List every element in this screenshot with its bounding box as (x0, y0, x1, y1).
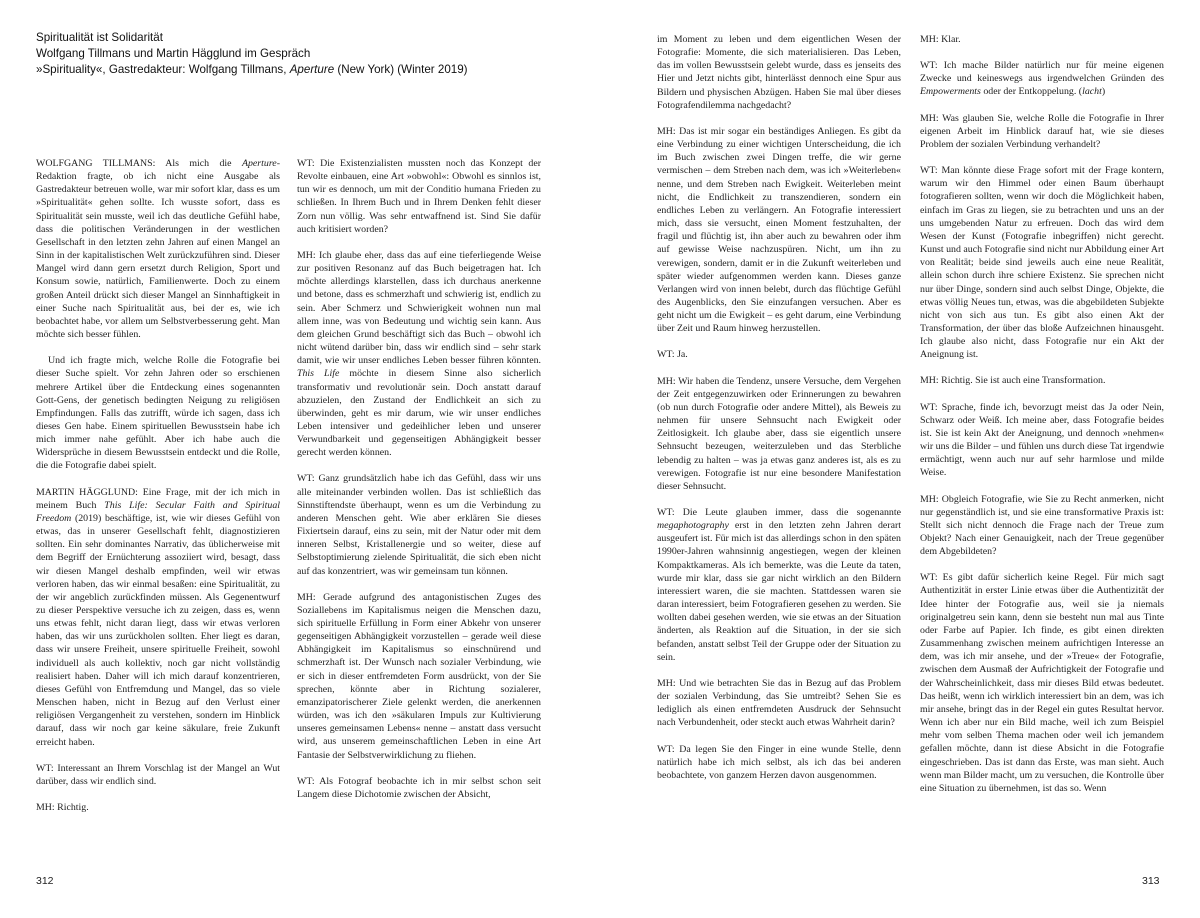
text-run: MH: Was glauben Sie, welche Rolle die Fotografie in Ihrer eigenen Arbeit im Hinblick darauf hat, wie sie dieses Problem der sozialen Verbindung verhandelt? (920, 112, 1164, 150)
paragraph (297, 157, 541, 236)
paragraph (657, 348, 901, 361)
article-header (36, 30, 596, 78)
text-run: MH: Richtig. Sie ist auch eine Transformation. (920, 375, 1106, 387)
text-run: MH: Und wie betrachten Sie das in Bezug auf das Problem der sozialen Verbindung, das Sie umtreibt? Sehen Sie es lediglich als einen entfremdeten Ausdruck der Sehnsucht nach Verbundenheit, oder steckt auch etwas Wahrheit darin? (657, 677, 901, 729)
paragraph (36, 762, 280, 788)
text-run: WT: Ich mache Bilder natürlich nur für meine eigenen Zwecke und keineswegs aus irgendwelchen Gründen des (920, 60, 1164, 85)
source-prefix: »Spirituality«, Gastredakteur: Wolfgang Tillmans, (36, 63, 290, 76)
text-run: WT: Die Existenzialisten mussten noch das Konzept der Revolte einbauen, eine Art »obwohl«: Obwohl es sinnlos ist, tun wir es dennoch, um mit der Conditio humana Frieden zu schließen. In Ihrem Buch und in Ihrem Denken fehlt dieser Zorn nun völlig. Was sehr entwaffnend ist. Sind Sie dafür auch kritisiert worden? (297, 158, 541, 235)
paragraph (920, 401, 1164, 480)
text-column-1 (36, 157, 280, 827)
paragraph (297, 249, 541, 460)
italic-text: Empowerments (920, 86, 981, 98)
text-run: MH: Gerade aufgrund des antagonistischen Zuges des Soziallebens im Kapitalismus neigen die Menschen dazu, sich spirituelle Erfüllung in Form einer Abkehr von unserer gegenseitigen Abhängigkeit vorzustellen – gerade weil diese Abhängigkeit im Kapitalismus so einschnürend und schmerzhaft ist. Der Wunsch nach sozialer Verbindung, wie er sich in dieser entfremdeten Form ausdrückt, von der Sie sprechen, könnte aber in Richtung sozialerer, emanzipatorischerer Ziele gelenkt werden, die anerkennen würden, was ich den »säkularen Impuls zur Kultivierung unseres gemeinsamen Lebens« nenne – anstatt dass versucht wird, aus unserem gemeinschaftlichen Leben in eine Art Fantasie der Selbstverwirklichung zu fliehen. (297, 591, 541, 761)
paragraph (920, 112, 1164, 151)
paragraph (297, 775, 541, 801)
page-number-left: 312 (36, 875, 54, 887)
text-run: WOLFGANG TILLMANS: Als mich die (36, 158, 242, 169)
paragraph (297, 472, 541, 577)
text-run: oder der Entkoppelung. ( (980, 86, 1083, 98)
page-number-right: 313 (1142, 875, 1160, 887)
text-run: WT: Sprache, finde ich, bevorzugt meist das Ja oder Nein, Schwarz oder Weiß. Ich meine aber, dass Fotografie beides ist. Sie ist kein Akt der Aneignung, und dennoch »nehmen« wir uns die Bilder – und fühlen uns durch diese Tat irgendwie ermächtigt, wenn auch nur auf sehr harmlose und milde Weise. (920, 401, 1164, 479)
text-run: im Moment zu leben und dem eigentlichen Wesen der Fotografie: Momente, die sich materialisieren. Das Leben, das im vollen Bewusstsein gelebt wurde, dass es jenseits des Hier und Jetzt nichts gibt, hinterlässt dennoch eine Spur aus Bildern und physischen Abzügen. Haben Sie mal über dieses Fotografendilemma nachgedacht? (657, 34, 901, 111)
text-run: Und ich fragte mich, welche Rolle die Fotografie bei dieser Suche spielt. Vor zehn Jahren oder so erschienen mehrere Artikel über die Entdeckung eines sogenannten Gott-Gens, der genetisch bedingten Neigung zu religiösen Empfindungen. Falls das zutrifft, würde ich sagen, dass ich dieses Gen habe. Einem spirituellen Bewusstsein habe ich mich immer nahe gefühlt. Aber ich habe auch die Widersprüche in diesem Bewusstsein entdeckt und die Rolle, die die Fotografie dabei spielt. (36, 355, 280, 472)
paragraph (657, 677, 901, 730)
paragraph (36, 354, 280, 472)
text-run: MARTIN HÄGGLUND: Eine Frage, mit der ich mich in meinem Buch (36, 486, 280, 511)
paragraph (36, 486, 280, 749)
text-run: MH: Ich glaube eher, dass das auf eine tieferliegende Weise zur positiven Resonanz auf das Buch beigetragen hat. Ich möchte allerdings klarstellen, dass ich durchaus anerkenne und betone, dass es schmerzhaft und schwierig ist, endlich zu sein. Aber Schmerz und Schwierigkeit wohnen nun mal allem inne, was von Bedeutung und wichtig sein kann. Aus dem gleichen Grund beschäftigt sich das Buch – obwohl ich nicht wütend darüber bin, dass wir endlich sind – sehr stark damit, wie wir unser endliches Leben besser führen könnten. (297, 249, 541, 367)
text-column-4 (920, 33, 1164, 808)
italic-text: This Life: Secular Faith and Spiritual Freedom (36, 499, 280, 524)
text-column-3 (657, 33, 901, 795)
italic-text: This Life (297, 368, 340, 380)
text-run: möchte in diesem Sinne also sicherlich transformativ und revolutionär sein. Doch anstatt darauf abzuzielen, den Zustand der Endlichkeit an sich zu überwinden, geht es mir darum, wie wir unser endliches Leben intensiver und gedeihlicher leben und unserer Verwundbarkeit und gegenseitigen Abhängigkeit besser gerecht werden können. (297, 368, 541, 459)
text-run: MH: Richtig. (36, 802, 89, 814)
article-source (36, 62, 596, 78)
text-run: WT: Als Fotograf beobachte ich in mir selbst schon seit Langem diese Dichotomie zwischen der Absicht, (297, 775, 541, 800)
paragraph (297, 591, 541, 762)
text-run: WT: Ganz grundsätzlich habe ich das Gefühl, dass wir uns alle miteinander verbinden wollen. Das ist schließlich das Sinnstiftendste überhaupt, wenn es um die Verbindung zu anderen Menschen geht. Wie aber erklären Sie dieses Fixiertsein darauf, eins zu sein, mit der Natur oder mit dem inneren Selbst, Kristallenergie und so weiter, diese auf Selbstoptimierung zielende Spiritualität, die sich eben nicht auf das konzentriert, was wir gemeinsam tun können. (297, 473, 541, 577)
source-suffix: (New York) (Winter 2019) (334, 63, 468, 76)
paragraph (920, 374, 1164, 387)
text-run: WT: Ja. (657, 349, 688, 361)
text-run: MH: Obgleich Fotografie, wie Sie zu Recht anmerken, nicht nur gegenständlich ist, und sie eine transformative Praxis ist: Stellt sich nicht dennoch die Frage nach der Treue zum Objekt? Nach einer Genauigkeit, nach der Treue gegenüber dem Abgebildeten? (920, 493, 1164, 558)
article-subtitle: Wolfgang Tillmans und Martin Hägglund im Gespräch (36, 47, 311, 60)
paragraph (657, 743, 901, 782)
paragraph (920, 493, 1164, 559)
text-run: MH: Das ist mir sogar ein beständiges Anliegen. Es gibt da eine Verbindung zu einer wichtigen Unterscheidung, die ich im Buch zwischen zwei Dingen treffe, die wir gerne vermischen – dem Streben nach dem, was ich »Weiterleben« nenne, und dem Streben nach Ewigkeit. Weiterleben meint nicht, die Endlichkeit zu transzendieren, sondern ein endliches Leben zu verlängern. An Fotografie interessiert mich, dass sie versucht, einen Moment festzuhalten, der fragil und flüchtig ist, ihn aber auch zu bewahren oder ihm auf gewisse Weise nachzuspüren. Nicht, um ihn zu verewigen, sondern, damit er in die Zukunft weiterleben und später wieder aufgenommen werden kann. Dieses ganze Verlangen wird von innen belebt, durch das flüchtige Gefühl des Augenblicks, den Sie einzufangen versuchen. Aber es geht nicht um die Ewigkeit – es geht darum, eine Verbindung über Zeit und Raum hinweg herzustellen. (657, 125, 901, 335)
article-title: Spiritualität ist Solidarität (36, 31, 163, 44)
source-publication: Aperture (289, 63, 335, 76)
paragraph (657, 125, 901, 336)
text-run: WT: Es gibt dafür sicherlich keine Regel. Für mich sagt Authentizität in erster Linie etwas über die Authentizität der Idee hinter der Fotografie aus, weil sie ja niemals originalgetreu sein kann, denn sie besteht nun mal aus Tinte oder Farbe auf Papier. Ich finde, es gibt einen direkten Zusammenhang zwischen meinem aufrichtigen Interesse an dem, was ich mir ansehe, und der »Treue« der Fotografie, zwischen dem Ausmaß der Aufrichtigkeit der Fotografie und der Wahrscheinlichkeit, dass mir dieses Bild etwas bedeutet. Das heißt, wenn ich wirklich interessiert bin an dem, was ich mir ansehe, bringt das in der Regel ein gutes Resultat hervor. Wenn ich aber nur ein Bild mache, weil ich zum Beispiel mehr vom selben Thema machen oder weil ich jemandem gefallen möchte, dann ist diese Absicht in die Fotografie eingeschrieben. Das ist dann das Erste, was man sieht. Auch wenn man Bilder macht, um zu versuchen, die Kontrolle über eine Situation zu übernehmen, ist das so. Wenn (920, 572, 1164, 794)
text-run: -Redaktion fragte, ob ich nicht eine Ausgabe als Gastredakteur betreuen wolle, war mir sofort klar, dass es um »Spiritualität« gehen sollte. Ich wusste sofort, dass es Spiritualität sein musste, weil ich das deutliche Gefühl habe, dass die politischen Veränderungen in der westlichen Gesellschaft in den letzten zehn Jahren auf einen Mangel an Sinn in der kapitalistischen Welt zurückzuführen sind. Dieser Mangel wird dann gern ersetzt durch Religion, Sport und Konsum sowie, natürlich, Familienwerte. Doch zu einem großen Anteil drückt sich dieser Mangel an Sinnhaftigkeit in einer Suche nach Spiritualität aus, bei der es, wie ich beobachtet habe, vor allem um Selbstverbesserung geht. Man möchte sich besser fühlen. (36, 158, 280, 341)
paragraph (657, 506, 901, 664)
text-column-2 (297, 157, 541, 814)
text-run: MH: Wir haben die Tendenz, unsere Versuche, dem Vergehen der Zeit entgegenzuwirken oder Erinnerungen zu bewahren (ob nun durch Fotografie oder andere Mittel), als Beweis zu nehmen für unsere Sehnsucht nach Ewigkeit oder Zeitlosigkeit. Ich glaube aber, dass sie eigentlich unsere Sehnsucht bezeugen, weiterzuleben und das Sterbliche lebendig zu halten – was ja etwas ganz anderes ist, als es zu verewigen. Fotografie ist nur eine besondere Manifestation dieser Sehnsucht. (657, 375, 901, 492)
text-run: WT: Die Leute glauben immer, dass die sogenannte (657, 507, 901, 518)
text-run: WT: Man könnte diese Frage sofort mit der Frage kontern, warum wir den Himmel oder einen Baum überhaupt fotografieren sollten, wenn wir doch die Möglichkeit haben, einfach im Gras zu liegen, sie zu betrachten und uns an der uns umgebenden Natur zu erfreuen. Doch das wird dem Wesen der Kunst (Fotografie inbegriffen) nicht gerecht. Kunst und auch Fotografie sind nicht nur Abbildung einer Art von Realität; beide sind jeweils auch eine neue Realität, allein schon durch ihre schiere Existenz. Sie sprechen nicht nur über Dinge, sondern sind auch selbst Dinge, Objekte, die etwas völlig Neues tun, etwas, was die abgebildeten Subjekte nicht von sich aus tun. Es gibt also einen Akt der Transformation, der über das bloße Aufzeichnen hinausgeht. Ich glaube also nicht, dass Fotografie nur ein Akt der Aneignung ist. (920, 165, 1164, 361)
italic-text: megaphotography (657, 520, 729, 532)
text-run: WT: Da legen Sie den Finger in eine wunde Stelle, denn natürlich habe ich mich selbst, als ich das bei anderen beobachtete, von ganzem Herzen davon ausgenommen. (657, 743, 901, 781)
paragraph (920, 33, 1164, 46)
text-run: MH: Klar. (920, 34, 961, 45)
text-run: ) (1101, 86, 1106, 98)
paragraph (657, 375, 901, 493)
paragraph (920, 571, 1164, 795)
paragraph (920, 59, 1164, 98)
text-run: (2019) beschäftige, ist, wie wir dieses Gefühl von etwas, das in unserer Gesellschaft fehlt, diagnostizieren sollten. Ein sehr dominantes Narrativ, das üblicherweise mit dem Begriff der Ernüchterung assoziiert wird, besagt, dass wir diesen Mangel deshalb empfinden, weil wir etwas verloren haben, das wir einmal besaßen: eine Spiritualität, zu der wir angeblich zurückfinden müssen. Als Gegenentwurf zu dieser Perspektive versuche ich zu zeigen, dass es, wenn uns etwas fehlt, nicht daran liegt, dass wir etwas verloren haben, das wir uns zurückholen sollten. Eher liegt es daran, dass wir unsere Freiheit, unsere spirituelle Freiheit, sowohl individuell als auch kollektiv, noch gar nicht vollständig realisiert haben. Daher will ich mich darauf konzentrieren, dieses Gefühl von Entfremdung und Mangel, das so viele Menschen haben, nicht in Bezug auf den Verlust einer religiösen Vergangenheit zu verstehen, sondern im Hinblick darauf, dass wir noch gar keine säkulare, freie Zukunft erreicht haben. (36, 512, 280, 748)
paragraph (36, 157, 280, 341)
italic-text: lacht (1082, 86, 1102, 98)
paragraph (920, 164, 1164, 361)
text-run: erst in den letzten zehn Jahren derart ausgeufert ist. Für mich ist das allerdings schon in den späten 1990er-Jahren wahnsinnig angestiegen, wegen der kleinen Kompaktkameras. Als ich bemerkte, was die Leute da taten, wurde mir klar, dass sie gar nicht wirklich an den Bildern interessiert waren, die sie machten. Stattdessen waren sie daran interessiert, beim Fotografieren gesehen zu werden. Sie wollten dabei gesehen werden, wie sie etwas an der Situation änderten, als Reaktion auf die Situation, in der sie sich befanden, anstatt selbst Teil der Gruppe oder der Situation zu sein. (657, 520, 901, 663)
paragraph (36, 801, 280, 814)
paragraph (657, 33, 901, 112)
italic-text: Aperture (241, 158, 277, 169)
text-run: WT: Interessant an Ihrem Vorschlag ist der Mangel an Wut darüber, dass wir endlich sind. (36, 762, 280, 787)
